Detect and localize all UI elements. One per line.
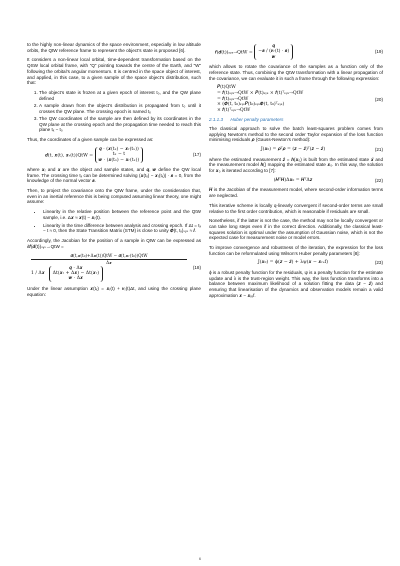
matrix-row: 𝒘 · (𝒙(tₓ) − 𝒙ᵣ(tₓ)) xyxy=(98,157,140,163)
list-item: • Linearity in the relative position between the reference point and the QtW sample, i.e. Δ𝒙 ≈ 𝒙(t) − 𝒙ᵣ(t). xyxy=(43,209,201,220)
equation-matrix xyxy=(254,44,293,60)
right-column xyxy=(209,42,383,303)
paragraph: This iterative scheme is locally q-linearly convergent if second-order terms are small relative to the first order contribution, which is reasonable if residuals are small. xyxy=(209,202,383,214)
equation-22 xyxy=(209,178,383,184)
paragraph: ϕ is a robust penalty function for the residuals, ψ is a penalty function for the estimate update and λ is the trust-region weight. This way, the loss function transforms into a balance between maximum likelihood of a solution fitting the data (𝒛 − 𝒛̂) and ensuring that linearisation of the dynamics and observation models remain a valid approximation 𝒙 − 𝒙ᵣₑf. xyxy=(209,270,383,298)
equation-number: (23) xyxy=(374,260,383,266)
equation-body: (𝑯ᵀ𝑯)Δ𝒙₀ = 𝑯ᵀΔ𝒛 xyxy=(273,177,313,183)
list-item: 3. The QW coordinates of the sample are then defined by its coordinates in the QW plane at the crossing epoch and the propagation time needed to reach this plane tₓ − t₀ xyxy=(39,116,201,133)
list-item: • Linearity in the time difference between analysis and crossing epoch. If Δt = tₓ − t ≈ 0, then the State Transition Matrix (STM) is close to unity 𝜱(t, tₓ)ₛᵧₛ ≈ 𝑰. xyxy=(43,223,201,234)
equation-17 xyxy=(27,147,201,163)
paragraph: where the estimated measurement 𝒛̂ = 𝒉(𝒙₀) is built from the estimated state 𝒙̂ and the measurement model 𝒉() mapping the estimated state 𝒙₀. In this way, the solution for 𝒙₀ is iterated according to [7]: xyxy=(209,156,383,174)
equation-line: = 𝒇(t)ₛᵧₛ→QtW × 𝑷(t)ₛᵧₛ × 𝒇(t)ᵀₛᵧₛ→QtW xyxy=(217,90,304,96)
equation-body: J(𝒙₀) = ϕ(𝒛 − 𝒛̂) + λψ(𝒙 − 𝒙ᵣₑf) xyxy=(257,260,329,266)
paragraph: To improve convergence and robustness of the iteration, the expression for the loss function can be reformulated using Wilson’s Huber penalty parameters [8]: xyxy=(209,245,383,256)
bullet-list xyxy=(27,209,201,234)
equation-line: × (𝜱(t, t₀)ₛᵧₛ𝑷(t₀)ₛᵧₛ𝜱(t, t₀)ᵀₛᵧₛ) xyxy=(217,102,285,108)
paragraph: Nonetheless, if the latter is not the case, the method may not be locally convergent or can take long steps even if in the correct direction. Additionally, the classical least-squares solution is optimal under the assumption of Gaussian noise, which is not the expected case for measurement noise or model errors. xyxy=(209,218,383,241)
paragraph: Then, to project the covariance onto the QtW frame, under the consideration that, even in an inertial reference this is being computed assuming linear theory, one might assume: xyxy=(27,188,201,205)
equation-number: (18) xyxy=(192,264,201,270)
list-item: 2. A sample drawn from the object’s distribution is propagated from t₀ until it crosses the QW plane. The crossing epoch is named tₓ xyxy=(39,103,201,114)
section-heading xyxy=(209,117,383,123)
paragraph: to the highly non-linear dynamics of the space environment, especially in low altitude orbits, the QtW reference frame to represent the object’s state is proposed [6]. xyxy=(27,42,201,53)
equation-19 xyxy=(209,44,383,60)
numbered-list xyxy=(27,90,201,133)
equation-body: J(𝒙₀) = 𝝆ᵀ𝝆 = (𝒛 − 𝒛̂)ᵀ(𝒛 − 𝒛̂) xyxy=(260,147,326,153)
equation-line: 𝑷(t)QtW xyxy=(217,85,236,91)
matrix-row: 𝒘 · Δ𝒙 xyxy=(68,276,83,282)
equation-line: × 𝒇(t)ᵀₛᵧₛ→QtW xyxy=(217,107,251,113)
list-item: 1. The object’s state is frozen at a given epoch of interest t₀, and the QW plane defined xyxy=(39,90,201,101)
matrix-row: −𝒔 / (𝒗ᵣ(t) · 𝒔) xyxy=(258,49,290,55)
paragraph: 𝑯 is the Jacobian of the measurement model, where second-order information terms are neglected. xyxy=(209,187,383,199)
equation-23 xyxy=(209,260,383,266)
equation-matrix xyxy=(95,147,144,163)
paragraph: where 𝒙ᵣ and 𝒙 are the object and sample states, and 𝒒, 𝒘 define the QW local frame. The crossing time tₓ can be determined solving (𝒙(tₓ) − 𝒙ᵣ(tₓ)) · 𝒔 = 0, from the knowledge of the normal vector 𝒔. xyxy=(27,166,201,184)
equation-21 xyxy=(209,147,383,153)
matrix-row: tₓ − t xyxy=(112,152,126,158)
equation-line: = 𝒇(t)ₛᵧₛ→QtW xyxy=(217,96,249,102)
matrix-row: 𝒒 · (𝒙(tₓ) − 𝒙ᵣ(tₓ)) xyxy=(98,146,139,152)
paragraph: Under the linear assumption 𝒙(tₓ) = 𝒙ᵣ(t) + 𝒗ᵣ(t)Δt, and using the crossing plane equation: xyxy=(27,285,201,297)
paragraph: The classical approach to solve the batch least-squares problem comes from applying Newton’s method to the second order Taylor expansion of the loss function minimising residuals 𝝆 (Gauss-Newton’s method): xyxy=(209,126,383,143)
page-number: 6 xyxy=(198,556,202,561)
equation-matrix xyxy=(49,266,103,282)
equation-number: (19) xyxy=(374,49,383,55)
equation-number: (20) xyxy=(374,96,383,102)
equation-18 xyxy=(27,253,201,281)
section-number: 2.1.1.3 xyxy=(209,117,224,123)
section-title: Huber penalty parameters xyxy=(230,117,284,123)
equation-prefix: 1 / Δ𝒙 xyxy=(31,270,45,276)
equation-lhs: 𝒅(t, 𝒙(t), 𝒙ᵣ(t))QtW = xyxy=(45,153,94,159)
equation-number: (22) xyxy=(374,177,383,183)
paragraph: Accordingly, the Jacobian for the position of a sample in QtW can be expressed as ∂𝒇(𝒅(t))ₛᵧₛ→QtW = xyxy=(27,237,201,249)
fraction-denominator: Δ𝒙 xyxy=(106,259,112,265)
equation-number: (17) xyxy=(192,152,201,158)
matrix-row: 𝒒 · Δ𝒙 xyxy=(69,265,83,271)
matrix-row: 𝒒 xyxy=(272,44,276,49)
fraction-numerator: 𝒅(t,𝒙(t₀)+Δ𝒙(t))QtW − 𝒅(t,𝒙ᵣ(t₀))QtW xyxy=(31,253,187,260)
paragraph: Thus, the coordinates of a given sample can be expressed as: xyxy=(27,137,154,143)
equation-number: (21) xyxy=(374,147,383,153)
paragraph: which allows to rotate the covariance of the samples as a function only of the reference state. Thus, combining the QtW transformation with a linear propagation of the covariance, we can evaluate it in such a frame through the following expression: xyxy=(209,64,383,81)
equation-20 xyxy=(209,85,383,113)
left-column xyxy=(27,42,201,301)
paragraph: It considers a non-linear local orbital, time-dependent transformation based on the QSW local orbital frame, with “Q” pointing towards the centre of the Earth, and “W” following the orbital’s angular momentum. It is centred in the space object of interest, and applied, in this case, to a given sample of the space object’s distribution, such that: xyxy=(27,57,201,86)
matrix-row: 𝒘 xyxy=(271,54,276,60)
matrix-row: Δt(𝒙ᵣ + Δ𝒙) − Δt(𝒙ᵣ) xyxy=(52,270,100,276)
equation-lhs: 𝒇(𝒅(t))ₛᵧₛ→QtW = xyxy=(215,50,253,56)
